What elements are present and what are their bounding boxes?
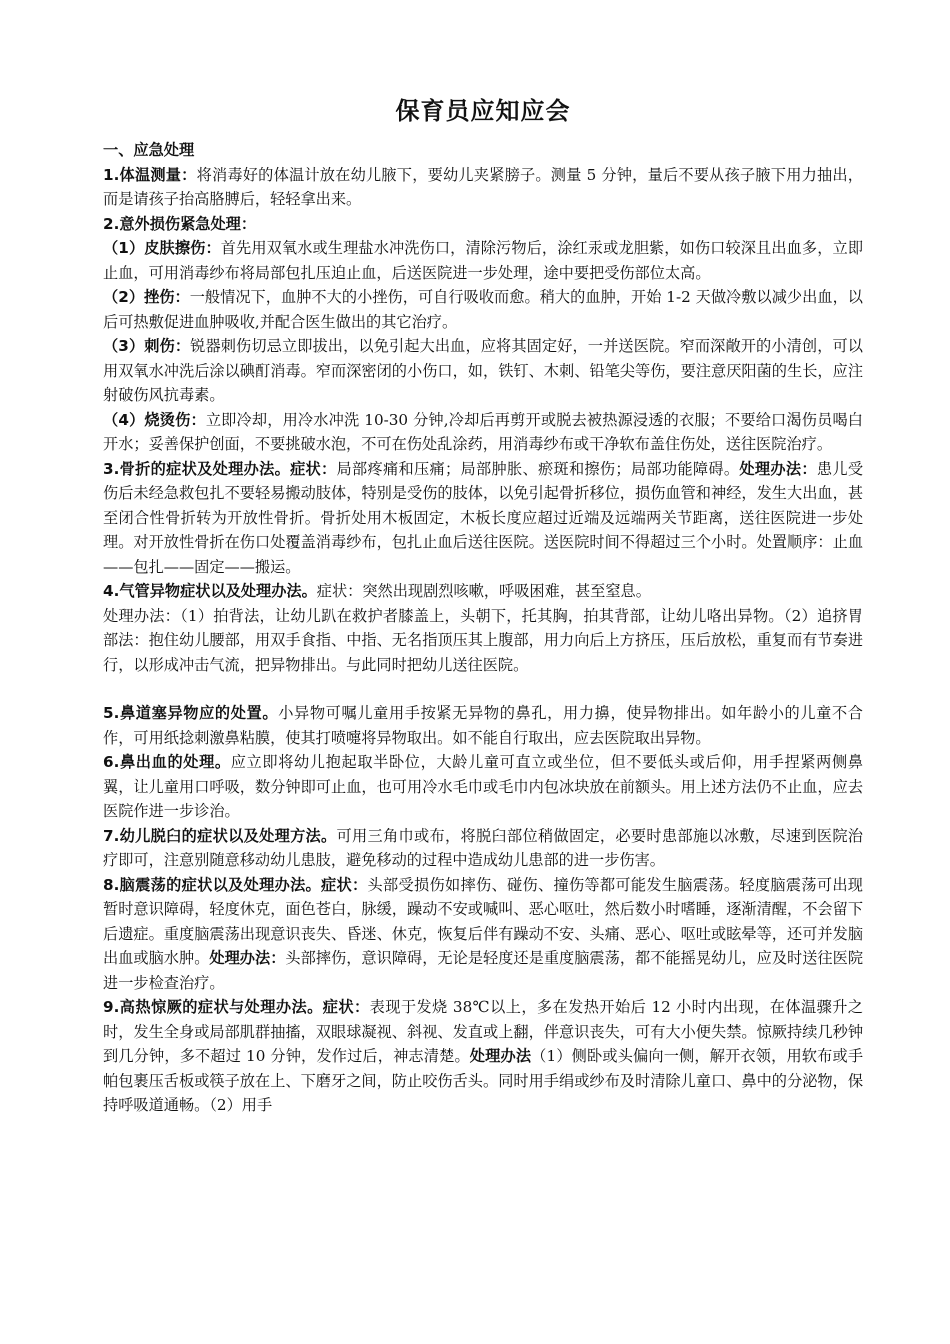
heading-concussion-treatment: 处理办法： [209,949,286,967]
paragraph-contusion [103,285,863,334]
text-airway-symptoms: 症状：突然出现剧烈咳嗽，呼吸困难，甚至窒息。 [316,582,651,600]
heading-concussion: 8.脑震荡的症状以及处理办法。症状： [103,875,368,894]
text-nasal: 小异物可嘱儿童用手按紧无异物的鼻孔，用力擤，使异物排出。如年龄小的儿童不合作，可用纸捻刺激鼻粘膜，使其打喷嚏将异物取出。如不能自行取出，应去医院取出异物。 [103,704,863,747]
text-airway-treatment: 处理办法：（1）拍背法，让幼儿趴在救护者膝盖上，头朝下，托其胸，拍其背部，让幼儿咯出异物。（2）追挤胃部法：抱住幼儿腰部，用双手食指、中指、无名指顶压其上腹部，用力向后上方挤压，压后放松，重复而有节奏进行，以形成冲击气流，把异物排出。与此同时把幼儿送往医院。 [103,606,863,674]
paragraph-febrile-convulsion [103,995,863,1118]
page-title: 保育员应知应会 [395,97,571,125]
paragraph-dislocation [103,824,863,873]
heading-injury: 2.意外损伤紧急处理： [103,214,257,233]
paragraph-concussion [103,873,863,996]
heading-febrile: 9.高热惊厥的症状与处理办法。症状： [103,998,370,1016]
paragraph-puncture [103,334,863,408]
heading-airway: 4.气管异物症状以及处理办法。 [103,582,317,600]
heading-contusion: （2）挫伤： [103,288,190,306]
paragraph-nasal-foreign-body [103,701,863,750]
paragraph-injury-heading [103,212,863,237]
text-febrile-treatment: （1）侧卧或头偏向一侧，解开衣领，用软布或手帕包裹压舌板或筷子放在上、下磨牙之间，防止咬伤舌头。同时用手绢或纱布及时清除儿童口、鼻中的分泌物，保持呼吸道通畅。（2）用手 [103,1047,864,1114]
text-fracture-treatment: 患儿受伤后未经急救包扎不要轻易搬动肢体，特别是受伤的肢体，以免引起骨折移位，损伤血管和神经，发生大出血，甚至闭合性骨折转为开放性骨折。骨折处用木板固定，木板长度应超过近端及远端两关节距离，送往医院进一步处理。对开放性骨折在伤口处覆盖消毒纱布，包扎止血后送往医院。送医院时间不得超过三个小时。处置顺序：止血——包扎——固定——搬运。 [103,459,864,576]
text-burn: 立即冷却，用冷水冲洗 10-30 分钟,冷却后再剪开或脱去被热源浸透的衣服；不要给口渴伤员喝白开水；妥善保护创面，不要挑破水泡，不可在伤处乱涂药，用消毒纱布或干净软布盖住伤处，送往医院治疗。 [103,410,863,453]
paragraph-airway-foreign-body [103,579,863,604]
heading-fracture-treatment: 处理办法： [739,459,817,478]
text-dislocation: 可用三角巾或布，将脱臼部位稍做固定，必要时患部施以冰敷，尽速到医院治疗即可，注意别随意移动幼儿患肢，避免移动的过程中造成幼儿患部的进一步伤害。 [103,826,863,869]
document-page [103,94,863,1118]
paragraph-temperature [103,163,863,212]
paragraph-abrasion [103,236,863,285]
text-concussion-treatment: 头部摔伤，意识障碍，无论是轻度还是重度脑震荡，都不能摇晃幼儿，应及时送往医院进一步检查治疗。 [103,949,864,992]
text-concussion-symptoms: 头部受损伤如摔伤、碰伤、撞伤等都可能发生脑震荡。轻度脑震荡可出现暂时意识障碍，轻度休克，面色苍白，脉缓，躁动不安或喊叫、恶心呕吐，然后数小时嗜睡，逐渐清醒，不会留下后遗症。重度脑震荡出现意识丧失、昏迷、休克，恢复后伴有躁动不安、头痛、恶心、呕吐或眩晕等，还可并发脑出血或脑水肿。 [103,875,863,967]
heading-fracture: 3.骨折的症状及处理办法。症状： [103,459,337,478]
section-heading-emergency: 一、应急处理 [103,141,195,159]
heading-puncture: （3）刺伤： [103,337,191,355]
heading-nosebleed: 6.鼻出血的处理。 [103,753,231,771]
heading-nasal: 5.鼻道塞异物应的处置。 [103,704,279,722]
blank-line [103,677,863,701]
heading-abrasion: （1）皮肤擦伤： [103,239,221,257]
text-contusion: 一般情况下，血肿不大的小挫伤，可自行吸收而愈。稍大的血肿，开始 1-2 天做冷敷以减少出血，以后可热敷促进血肿吸收,并配合医生做出的其它治疗。 [103,288,863,331]
paragraph-fracture [103,457,863,580]
heading-febrile-treatment: 处理办法 [469,1047,532,1065]
heading-burn: （4）烧烫伤： [103,410,206,429]
text-fracture-symptoms: 局部疼痛和压痛；局部肿胀、瘀斑和擦伤；局部功能障碍。 [336,459,740,478]
paragraph-airway-treatment [103,604,863,678]
paragraph-burn [103,408,863,457]
paragraph-nosebleed [103,750,863,824]
heading-temperature: 1.体温测量： [103,165,197,184]
text-febrile-symptoms: 表现于发烧 38℃以上，多在发热开始后 12 小时内出现，在体温骤升之时，发生全身或局部肌群抽搐，双眼球凝视、斜视、发直或上翻，伴意识丧失，可有大小便失禁。惊厥持续几秒钟到几分钟，多不超过 10 分钟，发作过后，神志清楚。 [103,998,863,1065]
heading-dislocation: 7.幼儿脱臼的症状以及处理方法。 [103,826,337,845]
text-abrasion: 首先用双氧水或生理盐水冲洗伤口，清除污物后，涂红汞或龙胆紫，如伤口较深且出血多，立即止血，可用消毒纱布将局部包扎压迫止血，后送医院进一步处理，途中要把受伤部位太高。 [103,239,864,282]
text-nosebleed: 应立即将幼儿抱起取半卧位，大龄儿童可直立或坐位，但不要低头或后仰，用手捏紧两侧鼻翼，让儿童用口呼吸，数分钟即可止血，也可用冷水毛巾或毛巾内包冰块放在前额头。用上述方法仍不止血，应去医院作进一步诊治。 [103,753,863,820]
text-temperature: 将消毒好的体温计放在幼儿腋下，要幼儿夹紧膀子。测量 5 分钟，量后不要从孩子腋下用力抽出，而是请孩子抬高胳膊后，轻轻拿出来。 [103,165,863,208]
text-puncture: 锐器刺伤切忌立即拔出，以免引起大出血，应将其固定好，一并送医院。窄而深敞开的小清创，可以用双氧水冲洗后涂以碘酊消毒。窄而深密闭的小伤口，如，铁钉、木刺、铅笔尖等伤，要注意厌阳菌的生长，应注射破伤风抗毒素。 [103,337,863,404]
